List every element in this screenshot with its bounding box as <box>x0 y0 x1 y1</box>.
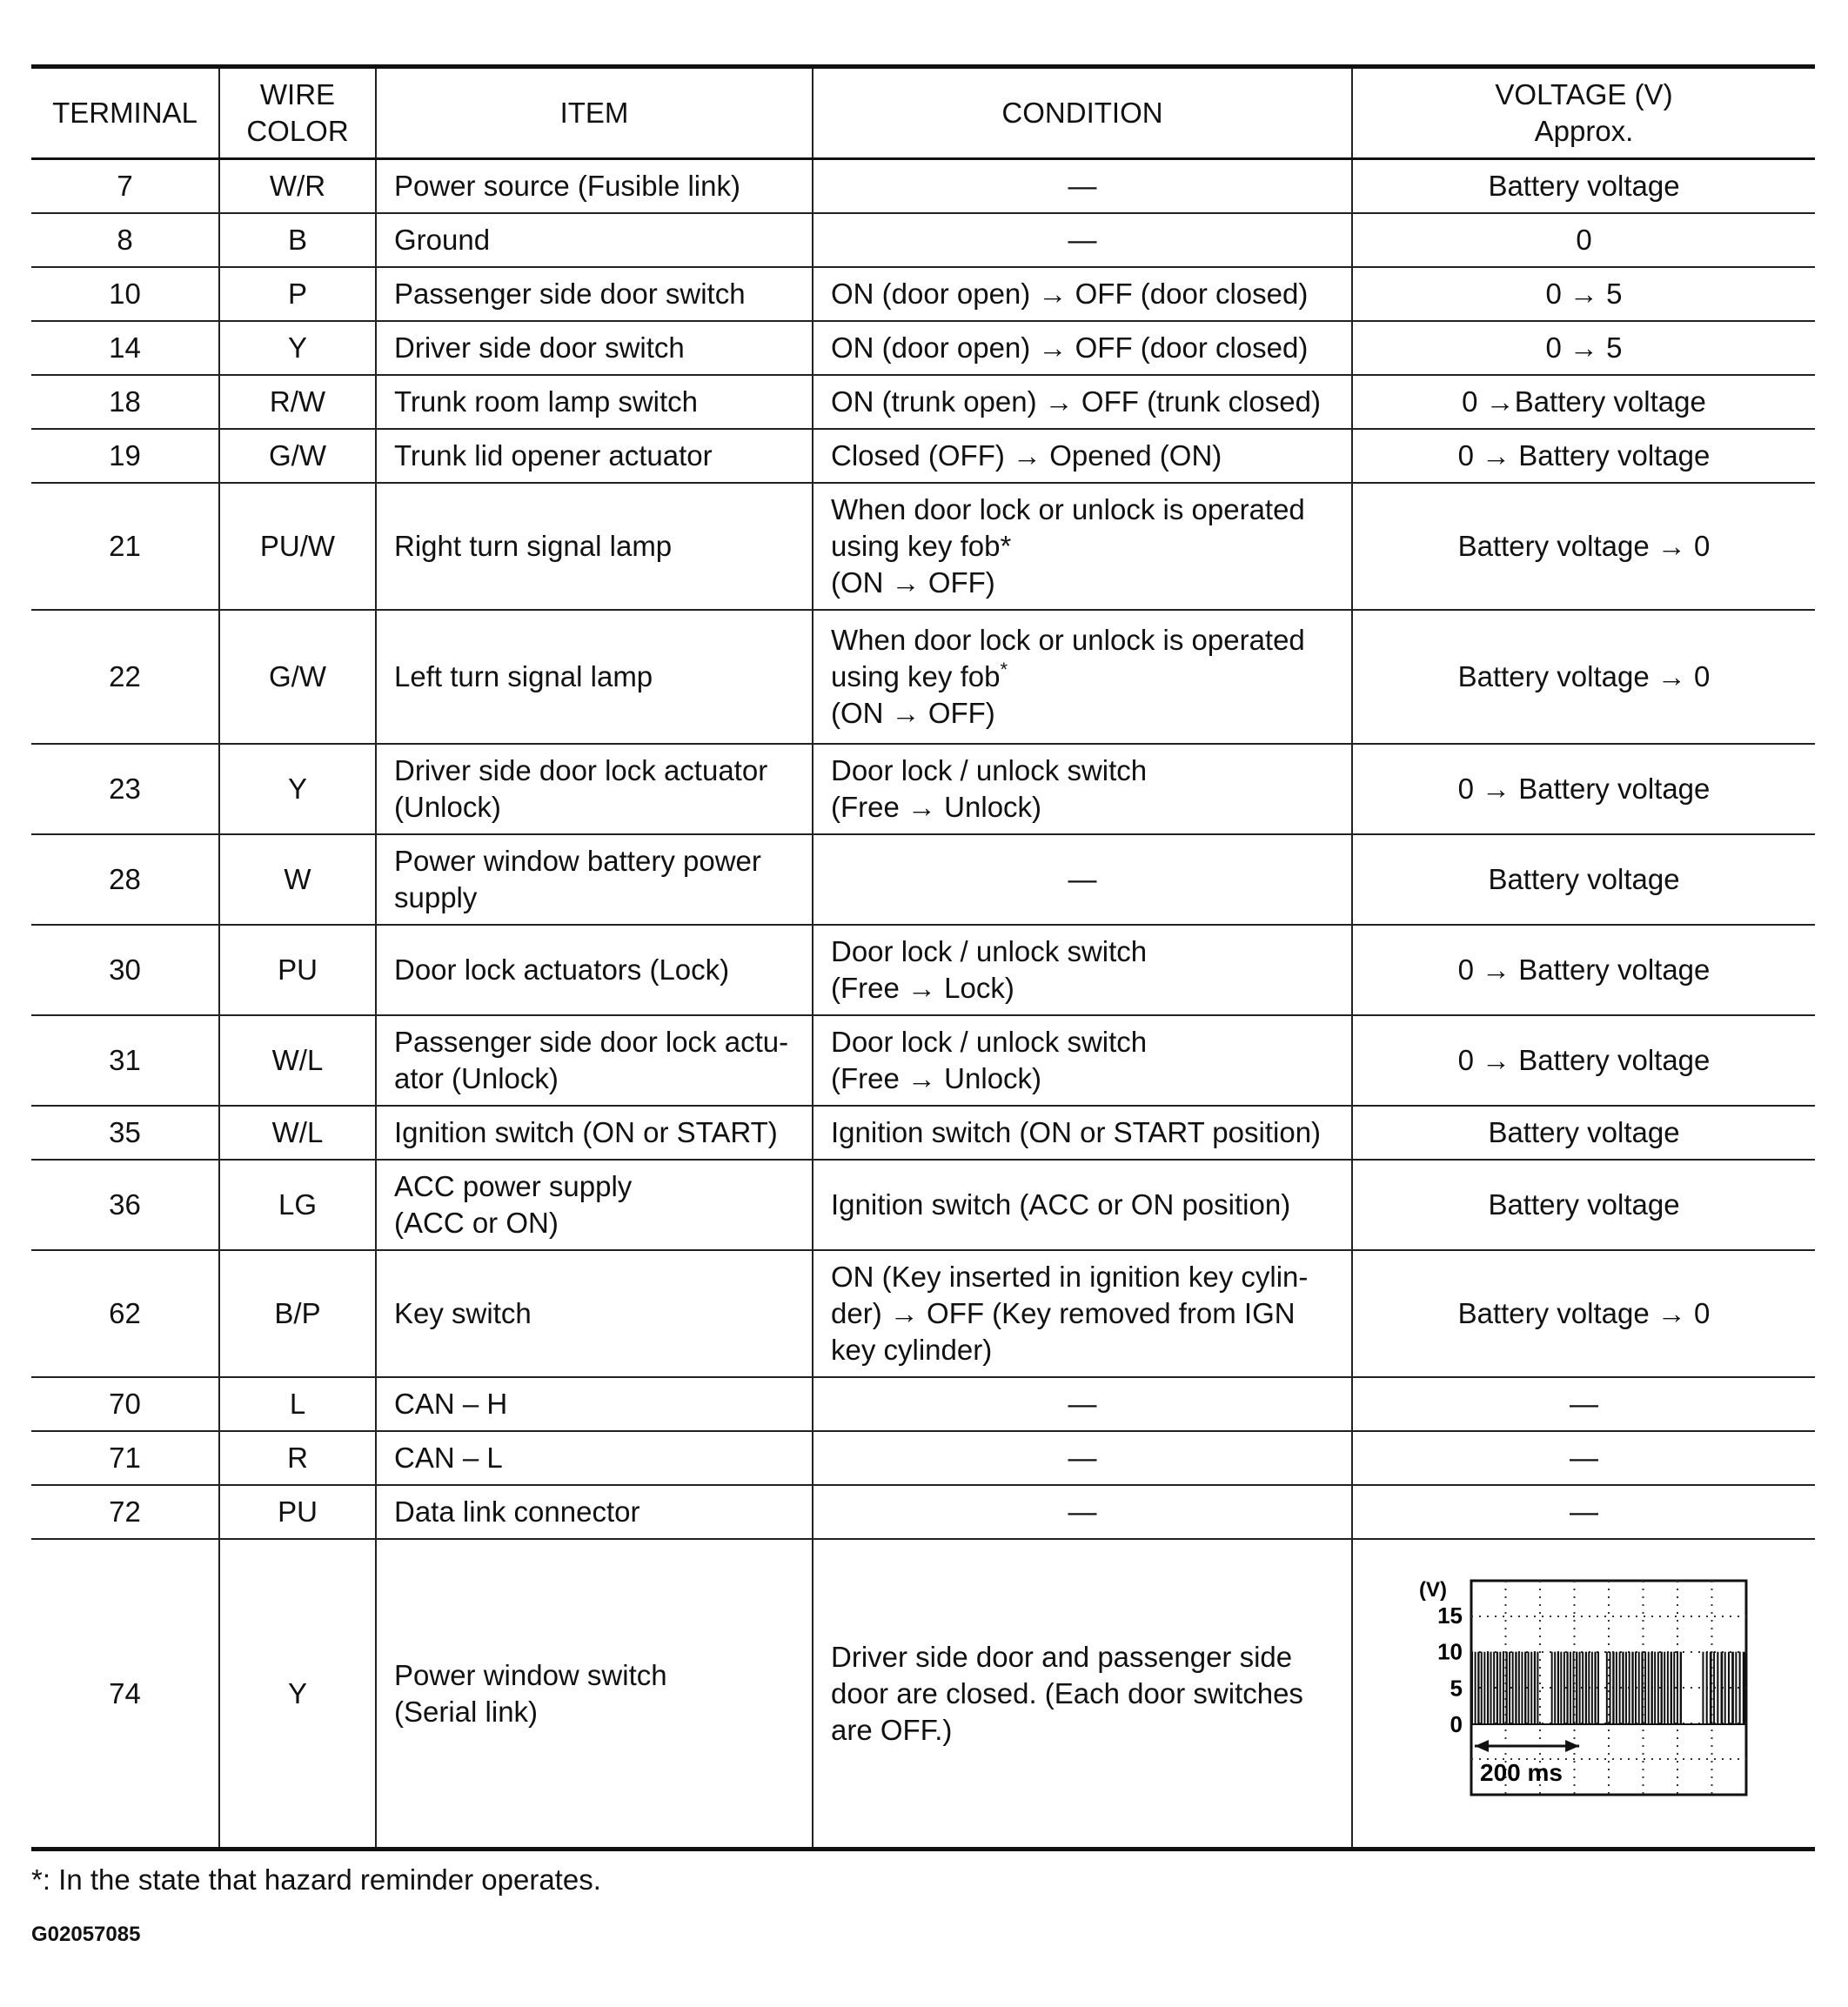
table-row <box>31 1015 1815 1106</box>
waveform-pulse <box>1496 1651 1497 1723</box>
waveform-pulse <box>1713 1651 1715 1723</box>
waveform-pulse <box>1622 1651 1624 1723</box>
cell-wire-color: Y <box>219 321 376 375</box>
cell-item: Trunk room lamp switch <box>376 375 813 429</box>
cell-item: Power window switch (Serial link) <box>376 1539 813 1850</box>
waveform-pulse <box>1560 1651 1562 1723</box>
y-tick-label: 0 <box>1450 1710 1463 1737</box>
cell-item: CAN – L <box>376 1431 813 1485</box>
cell-terminal: 19 <box>31 429 219 483</box>
waveform-pulse <box>1505 1651 1507 1723</box>
waveform-pulse <box>1628 1651 1630 1723</box>
waveform-pulse <box>1735 1651 1737 1723</box>
cell-voltage: Battery voltage → 0 <box>1352 610 1815 744</box>
cell-terminal: 74 <box>31 1539 219 1850</box>
cell-voltage: 0 <box>1352 213 1815 267</box>
waveform-pulse <box>1597 1651 1598 1723</box>
waveform-pulse <box>1517 1651 1519 1723</box>
cell-voltage: Battery voltage → 0 <box>1352 483 1815 610</box>
cell-wire-color: W <box>219 834 376 925</box>
waveform-pulse <box>1477 1651 1479 1723</box>
waveform-pulse <box>1509 1651 1510 1723</box>
time-scale-label: 200 ms <box>1479 1758 1563 1786</box>
table-row <box>31 159 1815 214</box>
cell-terminal: 10 <box>31 267 219 321</box>
cell-voltage: 0 → Battery voltage <box>1352 429 1815 483</box>
table-row <box>31 213 1815 267</box>
cell-condition: Door lock / unlock switch (Free → Lock) <box>813 925 1352 1015</box>
waveform-pulse <box>1563 1651 1564 1723</box>
cell-terminal: 7 <box>31 159 219 214</box>
cell-voltage: Battery voltage <box>1352 1160 1815 1250</box>
cell-wire-color: G/W <box>219 429 376 483</box>
table-row <box>31 1431 1815 1485</box>
cell-condition: Door lock / unlock switch (Free → Unlock) <box>813 1015 1352 1106</box>
waveform-pulse <box>1641 1651 1643 1723</box>
cell-condition: — <box>813 213 1352 267</box>
cell-wire-color: PU <box>219 1485 376 1539</box>
condition-text: When door lock or unlock is operated using key fob <box>831 493 1305 562</box>
y-tick-label: 15 <box>1436 1602 1463 1629</box>
cell-voltage: 0 → Battery voltage <box>1352 1015 1815 1106</box>
cell-wire-color: LG <box>219 1160 376 1250</box>
table-row <box>31 1485 1815 1539</box>
cell-voltage <box>1352 1539 1815 1850</box>
cell-condition: ON (trunk open) → OFF (trunk closed) <box>813 375 1352 429</box>
header-terminal: TERMINAL <box>31 67 219 159</box>
cell-item: Driver side door switch <box>376 321 813 375</box>
cell-terminal: 21 <box>31 483 219 610</box>
table-row <box>31 834 1815 925</box>
cell-terminal: 18 <box>31 375 219 429</box>
table-row <box>31 483 1815 610</box>
cell-condition <box>813 483 1352 610</box>
cell-item: Key switch <box>376 1250 813 1377</box>
header-condition: CONDITION <box>813 67 1352 159</box>
cell-terminal: 70 <box>31 1377 219 1431</box>
cell-terminal: 30 <box>31 925 219 1015</box>
waveform-pulse <box>1635 1651 1637 1723</box>
header-voltage: VOLTAGE (V) Approx. <box>1352 67 1815 159</box>
waveform-pulse <box>1566 1651 1568 1723</box>
waveform-pulse <box>1530 1651 1532 1723</box>
cell-condition: — <box>813 1431 1352 1485</box>
cell-item: CAN – H <box>376 1377 813 1431</box>
waveform-pulse <box>1724 1651 1725 1723</box>
waveform-pulse <box>1483 1651 1485 1723</box>
cell-wire-color: L <box>219 1377 376 1431</box>
cell-wire-color: Y <box>219 744 376 834</box>
waveform-pulse <box>1650 1651 1652 1723</box>
waveform-pulse <box>1666 1651 1668 1723</box>
waveform-pulse <box>1578 1651 1580 1723</box>
table-row <box>31 375 1815 429</box>
cell-item: Door lock actuators (Lock) <box>376 925 813 1015</box>
y-tick-label: 5 <box>1450 1674 1463 1701</box>
cell-condition: Closed (OFF) → Opened (ON) <box>813 429 1352 483</box>
cell-voltage: Battery voltage <box>1352 834 1815 925</box>
table-row <box>31 925 1815 1015</box>
table-row <box>31 610 1815 744</box>
cell-item: Data link connector <box>376 1485 813 1539</box>
cell-wire-color: R/W <box>219 375 376 429</box>
cell-terminal: 28 <box>31 834 219 925</box>
cell-condition: ON (door open) → OFF (door closed) <box>813 321 1352 375</box>
cell-condition: Driver side door and passenger side door are closed. (Each door switches are OFF.) <box>813 1539 1352 1850</box>
footnote-marker: * <box>1000 530 1012 562</box>
cell-voltage: 0 → 5 <box>1352 321 1815 375</box>
table-row <box>31 321 1815 375</box>
cell-terminal: 8 <box>31 213 219 267</box>
waveform-pulse <box>1738 1651 1740 1723</box>
waveform-pulse <box>1588 1651 1590 1723</box>
waveform-pulse <box>1557 1651 1558 1723</box>
waveform-pulse <box>1657 1651 1658 1723</box>
figure-code: G02057085 <box>31 1923 141 1946</box>
document <box>31 64 1815 1851</box>
waveform-pulse <box>1612 1651 1614 1723</box>
cell-wire-color: G/W <box>219 610 376 744</box>
waveform-pulse <box>1554 1651 1556 1723</box>
cell-voltage: — <box>1352 1485 1815 1539</box>
terminal-spec-table <box>31 64 1815 1851</box>
cell-voltage: Battery voltage <box>1352 1106 1815 1160</box>
cell-terminal: 23 <box>31 744 219 834</box>
cell-wire-color: PU/W <box>219 483 376 610</box>
waveform-pulse <box>1550 1651 1552 1723</box>
waveform-pulse <box>1679 1651 1681 1723</box>
waveform-pulse <box>1624 1651 1626 1723</box>
cell-item: Trunk lid opener actuator <box>376 429 813 483</box>
waveform-pulse <box>1654 1651 1656 1723</box>
waveform-pulse <box>1524 1651 1526 1723</box>
cell-wire-color: Y <box>219 1539 376 1850</box>
waveform-pulse <box>1521 1651 1523 1723</box>
waveform-pulse <box>1471 1651 1473 1723</box>
cell-terminal: 71 <box>31 1431 219 1485</box>
waveform-pulse <box>1594 1651 1596 1723</box>
waveform-pulse <box>1664 1651 1665 1723</box>
cell-voltage: 0 → 5 <box>1352 267 1815 321</box>
waveform-pulse <box>1576 1651 1577 1723</box>
cell-condition: Ignition switch (ACC or ON position) <box>813 1160 1352 1250</box>
waveform-pulse <box>1709 1651 1711 1723</box>
cell-item: Power window battery power supply <box>376 834 813 925</box>
cell-voltage: 0 →Battery voltage <box>1352 375 1815 429</box>
cell-condition: — <box>813 834 1352 925</box>
waveform-pulse <box>1615 1651 1617 1723</box>
condition-text: When door lock or unlock is operated using key fob <box>831 624 1305 692</box>
cell-item: Right turn signal lamp <box>376 483 813 610</box>
waveform-pulse <box>1631 1651 1633 1723</box>
cell-condition: ON (door open) → OFF (door closed) <box>813 267 1352 321</box>
axis-unit-label: (V) <box>1418 1577 1447 1602</box>
table-row <box>31 1106 1815 1160</box>
waveform-pulse <box>1515 1651 1517 1723</box>
cell-wire-color: W/R <box>219 159 376 214</box>
cell-wire-color: P <box>219 267 376 321</box>
waveform-pulse <box>1637 1651 1639 1723</box>
cell-condition: Ignition switch (ON or START position) <box>813 1106 1352 1160</box>
waveform-container <box>1370 1572 1798 1816</box>
waveform-pulse <box>1618 1651 1620 1723</box>
waveform-pulse <box>1502 1651 1503 1723</box>
waveform-pulse <box>1717 1651 1718 1723</box>
cell-terminal: 72 <box>31 1485 219 1539</box>
cell-item: Ground <box>376 213 813 267</box>
waveform-pulse <box>1490 1651 1491 1723</box>
waveform-pulse <box>1572 1651 1574 1723</box>
cell-item: ACC power supply (ACC or ON) <box>376 1160 813 1250</box>
waveform-pulse <box>1493 1651 1495 1723</box>
cell-wire-color: PU <box>219 925 376 1015</box>
table-row <box>31 429 1815 483</box>
cell-terminal: 36 <box>31 1160 219 1250</box>
cell-condition: — <box>813 159 1352 214</box>
waveform-pulse <box>1609 1651 1610 1723</box>
waveform-pulse <box>1731 1651 1734 1723</box>
cell-terminal: 22 <box>31 610 219 744</box>
waveform-pulse <box>1511 1651 1513 1723</box>
cell-item: Power source (Fusible link) <box>376 159 813 214</box>
waveform-pulse <box>1670 1651 1671 1723</box>
waveform-pulse <box>1527 1651 1529 1723</box>
waveform-pulse <box>1660 1651 1662 1723</box>
waveform-pulse <box>1499 1651 1501 1723</box>
waveform-pulse <box>1480 1651 1482 1723</box>
waveform-pulse <box>1474 1651 1476 1723</box>
cell-terminal: 62 <box>31 1250 219 1377</box>
cell-condition: Door lock / unlock switch (Free → Unlock) <box>813 744 1352 834</box>
waveform-pulse <box>1537 1651 1538 1723</box>
table-row <box>31 1160 1815 1250</box>
cell-terminal: 31 <box>31 1015 219 1106</box>
cell-condition: — <box>813 1485 1352 1539</box>
header-row <box>31 67 1815 159</box>
cell-wire-color: B <box>219 213 376 267</box>
cell-wire-color: W/L <box>219 1106 376 1160</box>
footnote-marker: * <box>1000 659 1008 680</box>
waveform-pulse <box>1486 1651 1488 1723</box>
waveform-pulse <box>1590 1651 1592 1723</box>
cell-voltage: 0 → Battery voltage <box>1352 744 1815 834</box>
cell-wire-color: W/L <box>219 1015 376 1106</box>
waveform-pulse <box>1702 1651 1704 1723</box>
waveform-pulse <box>1569 1651 1570 1723</box>
table-row <box>31 1377 1815 1431</box>
cell-wire-color: B/P <box>219 1250 376 1377</box>
waveform-pulse <box>1533 1651 1535 1723</box>
waveform-pulse <box>1644 1651 1646 1723</box>
cell-condition <box>813 610 1352 744</box>
cell-item: Left turn signal lamp <box>376 610 813 744</box>
cell-condition: — <box>813 1377 1352 1431</box>
waveform-pulse <box>1673 1651 1675 1723</box>
cell-wire-color: R <box>219 1431 376 1485</box>
header-item: ITEM <box>376 67 813 159</box>
cell-terminal: 14 <box>31 321 219 375</box>
cell-item: Driver side door lock actuator (Unlock) <box>376 744 813 834</box>
waveform-pulse <box>1605 1651 1607 1723</box>
cell-item: Passenger side door lock actu- ator (Unlock) <box>376 1015 813 1106</box>
footnote: *: In the state that hazard reminder operates. <box>31 1863 601 1896</box>
cell-voltage: Battery voltage <box>1352 159 1815 214</box>
table-row <box>31 267 1815 321</box>
cell-voltage: Battery voltage → 0 <box>1352 1250 1815 1377</box>
cell-item: Passenger side door switch <box>376 267 813 321</box>
waveform-pulse <box>1742 1651 1744 1723</box>
waveform-pulse <box>1647 1651 1649 1723</box>
serial-link-waveform <box>1419 1572 1750 1816</box>
table-row <box>31 744 1815 834</box>
cell-terminal: 35 <box>31 1106 219 1160</box>
cell-voltage: — <box>1352 1377 1815 1431</box>
y-tick-label: 10 <box>1436 1638 1463 1665</box>
condition-text: (ON → OFF) <box>831 566 995 599</box>
table-row <box>31 1539 1815 1850</box>
cell-item: Ignition switch (ON or START) <box>376 1106 813 1160</box>
waveform-pulse <box>1720 1651 1723 1723</box>
waveform-pulse <box>1676 1651 1677 1723</box>
cell-voltage: — <box>1352 1431 1815 1485</box>
waveform-pulse <box>1582 1651 1584 1723</box>
waveform-pulse <box>1705 1651 1707 1723</box>
header-wire-color: WIRE COLOR <box>219 67 376 159</box>
cell-condition: ON (Key inserted in ignition key cylin- der) → OFF (Key removed from IGN key cylinder) <box>813 1250 1352 1377</box>
waveform-pulse <box>1584 1651 1586 1723</box>
table-row <box>31 1250 1815 1377</box>
waveform-pulse <box>1727 1651 1729 1723</box>
condition-text: (ON → OFF) <box>831 697 995 729</box>
cell-voltage: 0 → Battery voltage <box>1352 925 1815 1015</box>
